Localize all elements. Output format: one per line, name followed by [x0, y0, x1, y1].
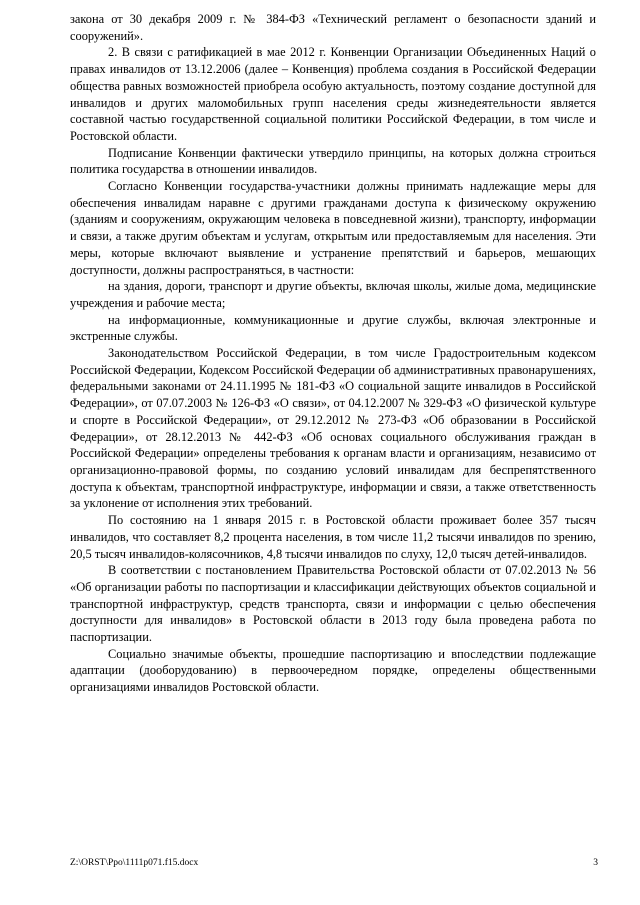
paragraph: Социально значимые объекты, прошедшие паспортизацию и впоследствии подлежащие адаптации (дооборудованию) в первоочередном порядке, определены общественными организациями инвалидов Ростовской области.	[70, 646, 596, 695]
paragraph: Согласно Конвенции государства-участники должны принимать надлежащие меры для обеспечения инвалидам наравне с другими гражданами доступа к физическому окружению (зданиям и сооружениям, окружающим человека в повседневной жизни), транспорту, информации и связи, а также другим объектам и услугам, открытым или предоставляемым для населения. Эти меры, которые включают выявление и устранение препятствий и барьеров, мешающих доступности, должны распространяться, в частности:	[70, 179, 596, 277]
paragraph: на здания, дороги, транспорт и другие объекты, включая школы, жилые дома, медицинские учреждения и рабочие места;	[70, 279, 596, 310]
paragraph: на информационные, коммуникационные и другие службы, включая электронные и экстренные службы.	[70, 312, 596, 344]
paragraph: 2. В связи с ратификацией в мае 2012 г. Конвенции Организации Объединенных Наций о правах инвалидов от 13.12.2006 (далее – Конвенция) проблема создания в Российской Федерации общества равных возможностей приобрела особую актуальность, поэтому создание доступной для инвалидов и других маломобильных групп населения среды жизнедеятельности является составной частью государственной социальной политики Российской Федерации, в том числе и Ростовской области.	[70, 45, 596, 143]
paragraph: закона от 30 декабря 2009 г. № 384-ФЗ «Технический регламент о безопасности зданий и сооружений».	[70, 12, 596, 43]
paragraph: Подписание Конвенции фактически утвердило принципы, на которых должна строиться политика государства в отношении инвалидов.	[70, 145, 596, 177]
paragraph: В соответствии с постановлением Правительства Ростовской области от 07.02.2013 № 56 «Об организации работы по паспортизации и классификации действующих объектов социальной и транспортной инфраструктур, средств транспорта, связи и информации с целью обеспечения доступности для инвалидов» в Ростовской области в 2013 году была проведена работа по паспортизации.	[70, 563, 596, 645]
paragraph: По состоянию на 1 января 2015 г. в Ростовской области проживает более 357 тысяч инвалидов, что составляет 8,2 процента населения, в том числе 11,2 тысячи инвалидов по зрению, 20,5 тысяч инвалидов-колясочников, 4,8 тысячи инвалидов по слуху, 12,0 тысяч детей-инвалидов.	[70, 513, 596, 561]
footer-file-path: Z:\ORST\Ppo\1111p071.f15.docx	[70, 858, 199, 868]
paragraph: Законодательством Российской Федерации, в том числе Градостроительным кодексом Российской Федерации, Кодексом Российской Федерации об административных правонарушениях, федеральными законами от 24.11.1995 № 181-ФЗ «О социальной защите инвалидов в Российской Федерации», от 07.07.2003 № 126-ФЗ «О связи», от 04.12.2007 № 329-ФЗ «О физической культуре и спорте в Российской Федерации», от 29.12.2012 № 273-ФЗ «Об образовании в Российской Федерации», от 28.12.2013 № 442-ФЗ «Об основах социального обслуживания граждан в Российской Федерации» определены требования к органам власти и организациям, независимо от организационно-правовой формы, по созданию условий инвалидам для беспрепятственного доступа к объектам, транспортной инфраструктуре, информации и связи, а также ответственность за уклонение от исполнения этих требований.	[70, 346, 596, 511]
document-body	[70, 11, 596, 696]
page-number: 3	[593, 858, 598, 868]
